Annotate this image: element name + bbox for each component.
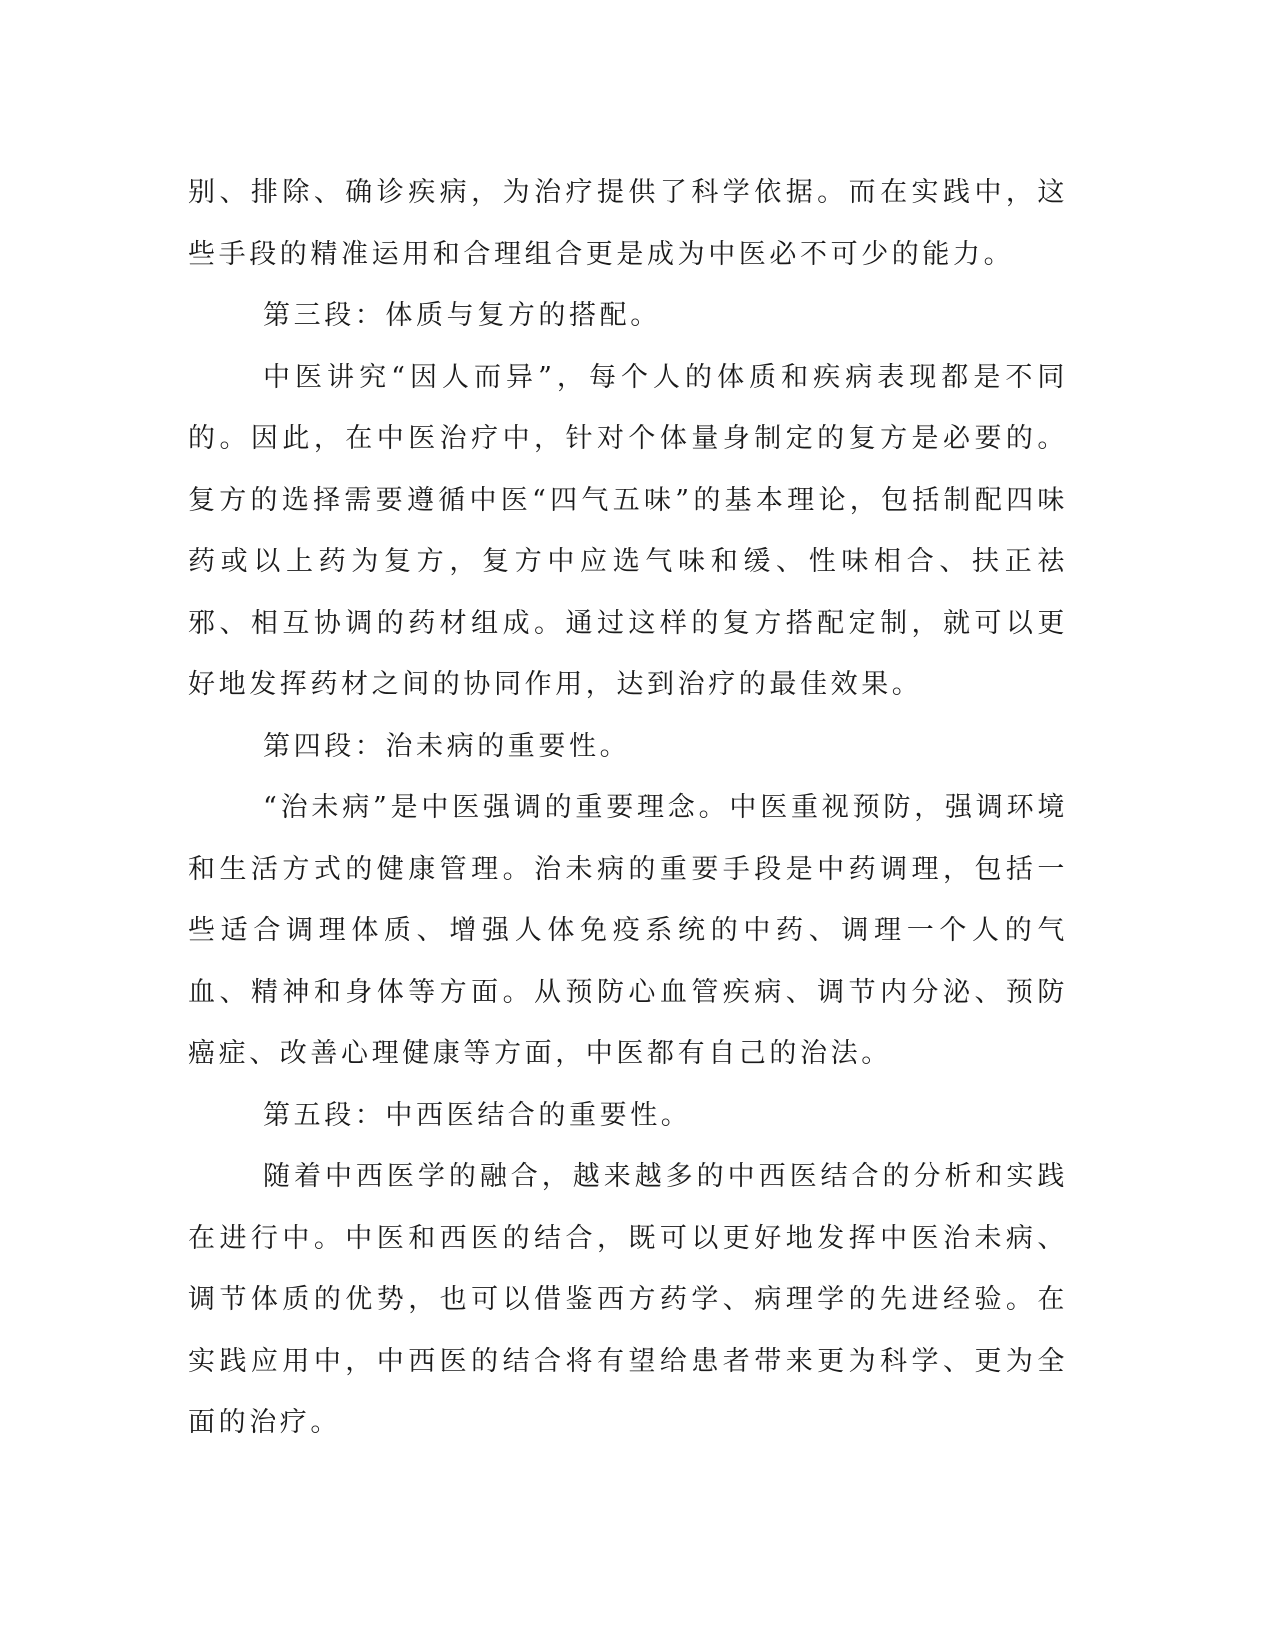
- paragraph-continuation: 别、排除、确诊疾病，为治疗提供了科学依据。而在实践中，这些手段的精准运用和合理组合更是成为中医必不可少的能力。: [188, 177, 1068, 270]
- section-heading-5: 第五段：中西医结合的重要性。: [263, 1099, 692, 1131]
- paragraph-preventive-treatment: “治未病”是中医强调的重要理念。中医重视预防，强调环境和生活方式的健康管理。治未病的重要手段是中药调理，包括一些适合调理体质、增强人体免疫系统的中药、调理一个人的气血、精神和身体等方面。从预防心血管疾病、调节内分泌、预防癌症、改善心理健康等方面，中医都有自己的治法。: [188, 792, 1068, 1069]
- section-heading-3: 第三段：体质与复方的搭配。: [263, 300, 661, 331]
- section-heading-4: 第四段：治未病的重要性。: [263, 730, 631, 762]
- paragraph-constitution-prescription: 中医讲究“因人而异”，每个人的体质和疾病表现都是不同的。因此，在中医治疗中，针对个体量身制定的复方是必要的。复方的选择需要遵循中医“四气五味”的基本理论，包括制配四味药或以上药为复方，复方中应选气味和缓、性味相合、扶正祛邪、相互协调的药材组成。通过这样的复方搭配定制，就可以更好地发挥药材之间的协同作用，达到治疗的最佳效果。: [188, 361, 1068, 700]
- paragraph-integration: 随着中西医学的融合，越来越多的中西医结合的分析和实践在进行中。中医和西医的结合，既可以更好地发挥中医治未病、调节体质的优势，也可以借鉴西方药学、病理学的先进经验。在实践应用中，中西医的结合将有望给患者带来更为科学、更为全面的治疗。: [188, 1161, 1068, 1438]
- document-body: [188, 162, 1068, 1454]
